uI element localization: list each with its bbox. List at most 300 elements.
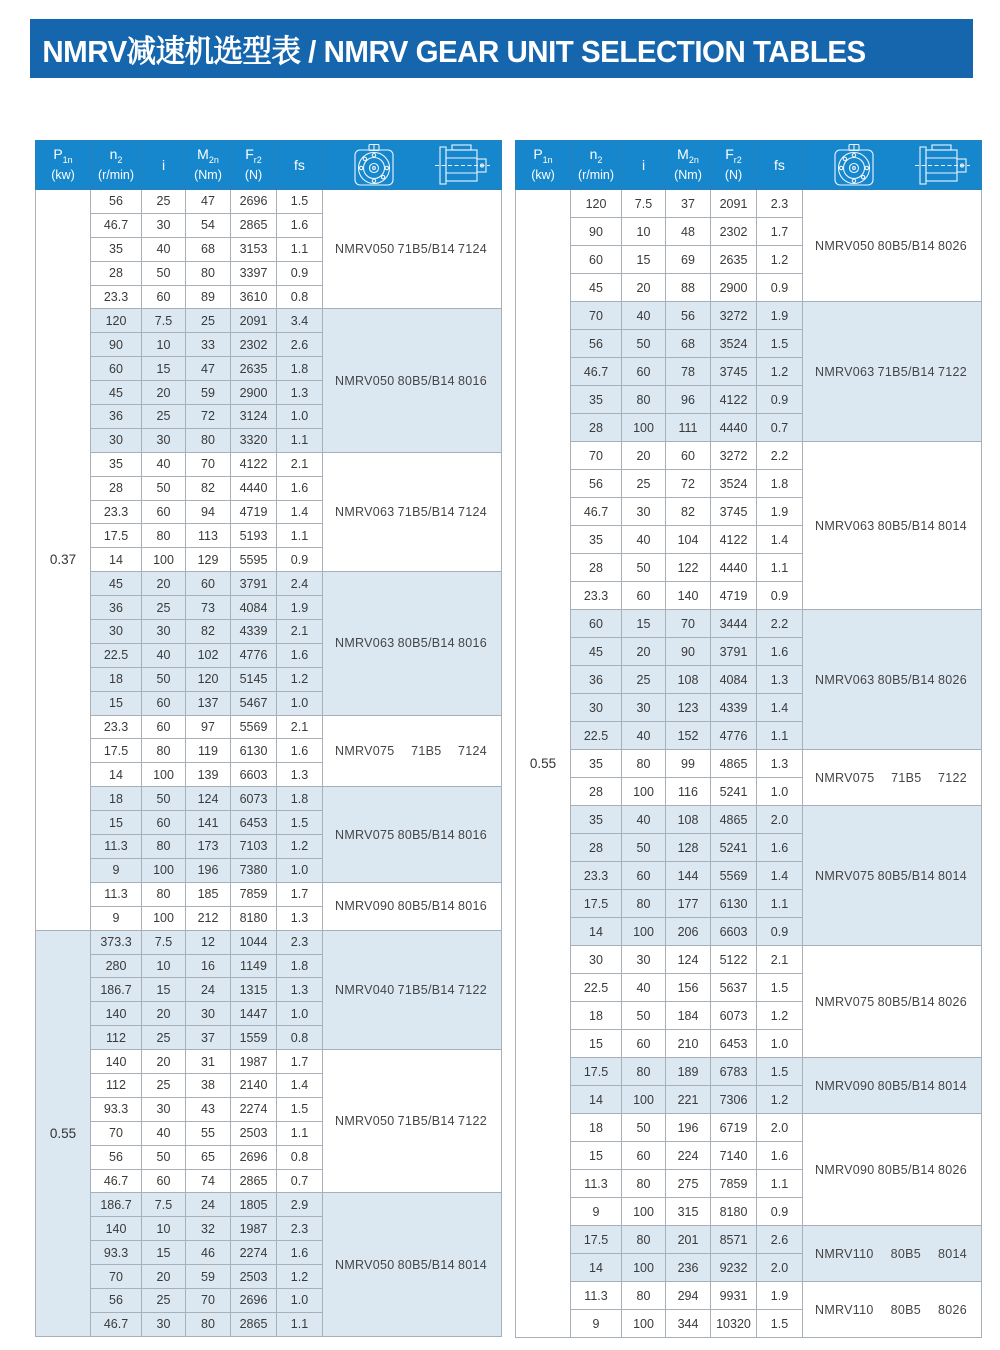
motor-flange: 80B5/B14 xyxy=(877,1162,935,1177)
value-cell: 1559 xyxy=(231,1026,277,1050)
page-title-bar xyxy=(30,19,973,78)
value-cell: 6719 xyxy=(711,1114,757,1142)
value-cell: 1.2 xyxy=(757,1086,803,1114)
value-cell: 46.7 xyxy=(91,1169,142,1193)
value-cell: 70 xyxy=(91,1121,142,1145)
value-cell: 89 xyxy=(186,285,231,309)
value-cell: 20 xyxy=(142,1050,186,1074)
value-cell: 11.3 xyxy=(571,1282,622,1310)
value-cell: 50 xyxy=(142,261,186,285)
value-cell: 1.7 xyxy=(757,218,803,246)
value-cell: 65 xyxy=(186,1145,231,1169)
p1n-cell: 0.55 xyxy=(36,930,91,1336)
col-header-fs: fs xyxy=(757,141,803,190)
value-cell: 80 xyxy=(622,1170,666,1198)
value-cell: 30 xyxy=(622,946,666,974)
value-cell: 113 xyxy=(186,524,231,548)
value-cell: 50 xyxy=(142,1145,186,1169)
value-cell: 7859 xyxy=(231,882,277,906)
value-cell: 25 xyxy=(622,470,666,498)
value-cell: 2.1 xyxy=(757,946,803,974)
value-cell: 1.1 xyxy=(277,237,323,261)
value-cell: 80 xyxy=(622,1058,666,1086)
value-cell: 70 xyxy=(91,1265,142,1289)
value-cell: 2696 xyxy=(231,1288,277,1312)
value-cell: 1.3 xyxy=(277,978,323,1002)
value-cell: 93.3 xyxy=(91,1241,142,1265)
table-row xyxy=(516,1282,982,1310)
motor-flange: 71B5/B14 xyxy=(397,1114,455,1129)
value-cell: 1.7 xyxy=(277,882,323,906)
value-cell: 1.5 xyxy=(277,1097,323,1121)
value-cell: 80 xyxy=(186,261,231,285)
model-cell xyxy=(803,1114,982,1226)
gearbox-front-view-icon xyxy=(351,143,397,187)
value-cell: 152 xyxy=(666,722,711,750)
value-cell: 1.5 xyxy=(757,330,803,358)
value-cell: 20 xyxy=(622,638,666,666)
value-cell: 56 xyxy=(666,302,711,330)
value-cell: 35 xyxy=(571,386,622,414)
value-cell: 2865 xyxy=(231,1169,277,1193)
model-cell xyxy=(323,715,502,787)
value-cell: 46.7 xyxy=(571,358,622,386)
value-cell: 40 xyxy=(142,643,186,667)
value-cell: 102 xyxy=(186,643,231,667)
value-cell: 80 xyxy=(142,835,186,859)
value-cell: 15 xyxy=(622,610,666,638)
value-cell: 3444 xyxy=(711,610,757,638)
value-cell: 120 xyxy=(91,309,142,333)
model-code: 8014 xyxy=(937,1078,967,1093)
value-cell: 280 xyxy=(91,954,142,978)
value-cell: 2.0 xyxy=(757,806,803,834)
model-name: NMRV063 xyxy=(815,672,875,687)
value-cell: 2900 xyxy=(711,274,757,302)
model-cell xyxy=(803,1282,982,1338)
col-header-fr2: $F_{r2}$ (N) xyxy=(711,141,757,190)
value-cell: 38 xyxy=(186,1073,231,1097)
model-code: 8026 xyxy=(937,238,967,253)
value-cell: 1.6 xyxy=(757,1142,803,1170)
value-cell: 88 xyxy=(666,274,711,302)
value-cell: 82 xyxy=(186,476,231,500)
value-cell: 124 xyxy=(666,946,711,974)
value-cell: 9 xyxy=(91,906,142,930)
value-cell: 82 xyxy=(666,498,711,526)
value-cell: 30 xyxy=(142,213,186,237)
value-cell: 33 xyxy=(186,333,231,357)
value-cell: 7306 xyxy=(711,1086,757,1114)
value-cell: 15 xyxy=(91,691,142,715)
value-cell: 111 xyxy=(666,414,711,442)
value-cell: 10 xyxy=(622,218,666,246)
model-name: NMRV050 xyxy=(335,242,395,257)
col-header-model-drawings xyxy=(803,141,982,190)
value-cell: 60 xyxy=(142,811,186,835)
value-cell: 7.5 xyxy=(142,1193,186,1217)
value-cell: 60 xyxy=(622,862,666,890)
value-cell: 4776 xyxy=(231,643,277,667)
value-cell: 56 xyxy=(571,470,622,498)
motor-flange: 80B5/B14 xyxy=(877,518,935,533)
model-cell xyxy=(803,610,982,750)
value-cell: 184 xyxy=(666,1002,711,1030)
value-cell: 7380 xyxy=(231,858,277,882)
value-cell: 50 xyxy=(142,476,186,500)
value-cell: 18 xyxy=(91,667,142,691)
value-cell: 1.1 xyxy=(277,1121,323,1145)
value-cell: 23.3 xyxy=(571,582,622,610)
value-cell: 50 xyxy=(622,1002,666,1030)
value-cell: 22.5 xyxy=(571,974,622,1002)
value-cell: 40 xyxy=(622,302,666,330)
value-cell: 4719 xyxy=(231,500,277,524)
value-cell: 1.9 xyxy=(757,1282,803,1310)
value-cell: 5193 xyxy=(231,524,277,548)
value-cell: 20 xyxy=(142,572,186,596)
gearbox-side-view-icon xyxy=(433,144,491,186)
value-cell: 2274 xyxy=(231,1241,277,1265)
model-cell xyxy=(323,309,502,452)
value-cell: 60 xyxy=(666,442,711,470)
value-cell: 1.8 xyxy=(277,787,323,811)
value-cell: 1.6 xyxy=(277,213,323,237)
value-cell: 275 xyxy=(666,1170,711,1198)
model-cell xyxy=(803,1226,982,1282)
value-cell: 2.6 xyxy=(757,1226,803,1254)
value-cell: 17.5 xyxy=(571,890,622,918)
value-cell: 100 xyxy=(622,918,666,946)
value-cell: 70 xyxy=(666,610,711,638)
value-cell: 2635 xyxy=(231,357,277,381)
model-cell xyxy=(803,806,982,946)
value-cell: 4776 xyxy=(711,722,757,750)
p1n-cell: 0.55 xyxy=(516,190,571,1338)
value-cell: 1.9 xyxy=(757,498,803,526)
value-cell: 30 xyxy=(91,620,142,644)
model-name: NMRV050 xyxy=(335,373,395,388)
value-cell: 99 xyxy=(666,750,711,778)
value-cell: 1.3 xyxy=(277,763,323,787)
value-cell: 1.0 xyxy=(277,858,323,882)
value-cell: 2091 xyxy=(711,190,757,218)
header-row xyxy=(516,141,982,190)
model-cell xyxy=(323,930,502,1049)
value-cell: 2.0 xyxy=(757,1254,803,1282)
value-cell: 45 xyxy=(571,638,622,666)
value-cell: 373.3 xyxy=(91,930,142,954)
model-code: 7122 xyxy=(457,982,487,997)
value-cell: 24 xyxy=(186,978,231,1002)
value-cell: 4865 xyxy=(711,806,757,834)
value-cell: 56 xyxy=(571,330,622,358)
value-cell: 1.0 xyxy=(277,1002,323,1026)
value-cell: 206 xyxy=(666,918,711,946)
value-cell: 17.5 xyxy=(91,739,142,763)
value-cell: 124 xyxy=(186,787,231,811)
value-cell: 100 xyxy=(142,858,186,882)
value-cell: 1.6 xyxy=(277,643,323,667)
motor-flange: 80B5/B14 xyxy=(877,1078,935,1093)
value-cell: 96 xyxy=(666,386,711,414)
value-cell: 4122 xyxy=(711,386,757,414)
value-cell: 1.9 xyxy=(757,302,803,330)
model-name: NMRV075 xyxy=(815,770,875,785)
value-cell: 1.8 xyxy=(277,357,323,381)
value-cell: 40 xyxy=(622,722,666,750)
value-cell: 2091 xyxy=(231,309,277,333)
value-cell: 129 xyxy=(186,548,231,572)
value-cell: 69 xyxy=(666,246,711,274)
model-code: 8014 xyxy=(937,518,967,533)
value-cell: 6453 xyxy=(711,1030,757,1058)
value-cell: 4339 xyxy=(711,694,757,722)
value-cell: 15 xyxy=(142,357,186,381)
value-cell: 9931 xyxy=(711,1282,757,1310)
value-cell: 5122 xyxy=(711,946,757,974)
value-cell: 14 xyxy=(91,763,142,787)
value-cell: 20 xyxy=(142,381,186,405)
value-cell: 6603 xyxy=(231,763,277,787)
model-name: NMRV075 xyxy=(335,743,395,758)
value-cell: 15 xyxy=(571,1142,622,1170)
value-cell: 108 xyxy=(666,666,711,694)
value-cell: 1.4 xyxy=(757,862,803,890)
value-cell: 210 xyxy=(666,1030,711,1058)
value-cell: 1.4 xyxy=(757,526,803,554)
value-cell: 0.8 xyxy=(277,1026,323,1050)
value-cell: 9232 xyxy=(711,1254,757,1282)
value-cell: 37 xyxy=(666,190,711,218)
value-cell: 25 xyxy=(186,309,231,333)
value-cell: 78 xyxy=(666,358,711,386)
col-header-p1n: $P_{1n}$ (kw) xyxy=(516,141,571,190)
value-cell: 23.3 xyxy=(571,862,622,890)
value-cell: 80 xyxy=(622,1226,666,1254)
value-cell: 236 xyxy=(666,1254,711,1282)
value-cell: 54 xyxy=(186,213,231,237)
value-cell: 1.4 xyxy=(757,694,803,722)
model-name: NMRV063 xyxy=(335,505,395,520)
value-cell: 1987 xyxy=(231,1050,277,1074)
value-cell: 100 xyxy=(142,763,186,787)
value-cell: 139 xyxy=(186,763,231,787)
value-cell: 14 xyxy=(571,918,622,946)
value-cell: 5241 xyxy=(711,834,757,862)
model-name: NMRV075 xyxy=(815,868,875,883)
value-cell: 18 xyxy=(571,1002,622,1030)
gearbox-side-view-icon xyxy=(913,144,971,186)
value-cell: 112 xyxy=(91,1073,142,1097)
value-cell: 3.4 xyxy=(277,309,323,333)
value-cell: 5569 xyxy=(231,715,277,739)
col-header-m2n: $M_{2n}$ (Nm) xyxy=(186,141,231,190)
model-code: 8014 xyxy=(937,868,967,883)
value-cell: 1.9 xyxy=(277,596,323,620)
value-cell: 97 xyxy=(186,715,231,739)
value-cell: 140 xyxy=(91,1002,142,1026)
motor-flange: 80B5/B14 xyxy=(877,994,935,1009)
model-cell xyxy=(323,572,502,715)
value-cell: 60 xyxy=(622,1142,666,1170)
motor-flange: 80B5/B14 xyxy=(397,899,455,914)
model-cell xyxy=(323,1050,502,1193)
value-cell: 30 xyxy=(142,1312,186,1336)
model-cell xyxy=(803,442,982,610)
value-cell: 70 xyxy=(571,302,622,330)
value-cell: 0.9 xyxy=(277,548,323,572)
value-cell: 100 xyxy=(622,414,666,442)
value-cell: 120 xyxy=(571,190,622,218)
value-cell: 128 xyxy=(666,834,711,862)
value-cell: 30 xyxy=(142,1097,186,1121)
value-cell: 6783 xyxy=(711,1058,757,1086)
value-cell: 60 xyxy=(142,715,186,739)
value-cell: 3745 xyxy=(711,358,757,386)
value-cell: 17.5 xyxy=(91,524,142,548)
model-code: 7124 xyxy=(457,505,487,520)
value-cell: 25 xyxy=(142,190,186,214)
table-row xyxy=(516,610,982,638)
value-cell: 5637 xyxy=(711,974,757,1002)
value-cell: 82 xyxy=(186,620,231,644)
value-cell: 73 xyxy=(186,596,231,620)
value-cell: 70 xyxy=(571,442,622,470)
value-cell: 23.3 xyxy=(91,500,142,524)
model-cell xyxy=(803,302,982,442)
value-cell: 2.0 xyxy=(757,1114,803,1142)
value-cell: 1.6 xyxy=(757,834,803,862)
value-cell: 43 xyxy=(186,1097,231,1121)
value-cell: 3791 xyxy=(231,572,277,596)
table-row xyxy=(516,302,982,330)
value-cell: 50 xyxy=(622,1114,666,1142)
model-code: 8016 xyxy=(457,827,487,842)
value-cell: 23.3 xyxy=(91,285,142,309)
model-cell xyxy=(803,190,982,302)
value-cell: 4440 xyxy=(231,476,277,500)
value-cell: 1.2 xyxy=(277,1265,323,1289)
selection-table-right xyxy=(515,140,982,1338)
model-cell xyxy=(803,1058,982,1114)
value-cell: 104 xyxy=(666,526,711,554)
model-cell xyxy=(323,787,502,883)
value-cell: 156 xyxy=(666,974,711,1002)
value-cell: 1.2 xyxy=(277,667,323,691)
model-code: 8016 xyxy=(457,373,487,388)
value-cell: 68 xyxy=(666,330,711,358)
model-cell xyxy=(323,452,502,571)
value-cell: 7.5 xyxy=(622,190,666,218)
value-cell: 15 xyxy=(91,811,142,835)
value-cell: 1149 xyxy=(231,954,277,978)
value-cell: 2635 xyxy=(711,246,757,274)
value-cell: 60 xyxy=(622,582,666,610)
col-header-i: i xyxy=(622,141,666,190)
value-cell: 186.7 xyxy=(91,978,142,1002)
value-cell: 46.7 xyxy=(91,213,142,237)
value-cell: 5467 xyxy=(231,691,277,715)
value-cell: 100 xyxy=(142,548,186,572)
model-cell xyxy=(323,882,502,930)
model-code: 8016 xyxy=(457,899,487,914)
value-cell: 1.0 xyxy=(757,1030,803,1058)
value-cell: 80 xyxy=(142,739,186,763)
value-cell: 35 xyxy=(571,750,622,778)
model-name: NMRV075 xyxy=(335,827,395,842)
table-row xyxy=(36,882,502,906)
value-cell: 0.8 xyxy=(277,285,323,309)
value-cell: 90 xyxy=(91,333,142,357)
value-cell: 1.0 xyxy=(277,405,323,429)
value-cell: 1.3 xyxy=(277,381,323,405)
value-cell: 10 xyxy=(142,954,186,978)
value-cell: 2696 xyxy=(231,190,277,214)
motor-flange: 71B5/B14 xyxy=(397,505,455,520)
value-cell: 5569 xyxy=(711,862,757,890)
col-header-n2: $n_2$ (r/min) xyxy=(91,141,142,190)
value-cell: 40 xyxy=(622,974,666,1002)
value-cell: 7103 xyxy=(231,835,277,859)
value-cell: 40 xyxy=(142,1121,186,1145)
table-row xyxy=(516,750,982,778)
value-cell: 196 xyxy=(666,1114,711,1142)
value-cell: 46.7 xyxy=(571,498,622,526)
value-cell: 47 xyxy=(186,357,231,381)
motor-flange: 71B5/B14 xyxy=(397,982,455,997)
value-cell: 1.1 xyxy=(277,428,323,452)
model-code: 8026 xyxy=(937,672,967,687)
value-cell: 60 xyxy=(571,610,622,638)
col-header-fr2: $F_{r2}$ (N) xyxy=(231,141,277,190)
col-header-i: i xyxy=(142,141,186,190)
table-row xyxy=(516,190,982,218)
value-cell: 2.1 xyxy=(277,620,323,644)
value-cell: 1.5 xyxy=(277,811,323,835)
value-cell: 1.2 xyxy=(757,358,803,386)
model-cell xyxy=(323,190,502,309)
value-cell: 25 xyxy=(142,405,186,429)
model-code: 7122 xyxy=(937,770,967,785)
value-cell: 60 xyxy=(622,1030,666,1058)
value-cell: 2302 xyxy=(231,333,277,357)
value-cell: 177 xyxy=(666,890,711,918)
value-cell: 20 xyxy=(622,274,666,302)
col-header-fs: fs xyxy=(277,141,323,190)
value-cell: 17.5 xyxy=(571,1058,622,1086)
value-cell: 20 xyxy=(142,1002,186,1026)
value-cell: 60 xyxy=(186,572,231,596)
value-cell: 36 xyxy=(571,666,622,694)
value-cell: 144 xyxy=(666,862,711,890)
value-cell: 173 xyxy=(186,835,231,859)
value-cell: 0.9 xyxy=(277,261,323,285)
value-cell: 1805 xyxy=(231,1193,277,1217)
value-cell: 201 xyxy=(666,1226,711,1254)
value-cell: 123 xyxy=(666,694,711,722)
value-cell: 18 xyxy=(571,1114,622,1142)
value-cell: 5241 xyxy=(711,778,757,806)
value-cell: 80 xyxy=(622,890,666,918)
value-cell: 72 xyxy=(186,405,231,429)
value-cell: 90 xyxy=(571,218,622,246)
value-cell: 45 xyxy=(571,274,622,302)
value-cell: 1.6 xyxy=(277,1241,323,1265)
value-cell: 100 xyxy=(622,1198,666,1226)
value-cell: 6603 xyxy=(711,918,757,946)
value-cell: 2503 xyxy=(231,1121,277,1145)
